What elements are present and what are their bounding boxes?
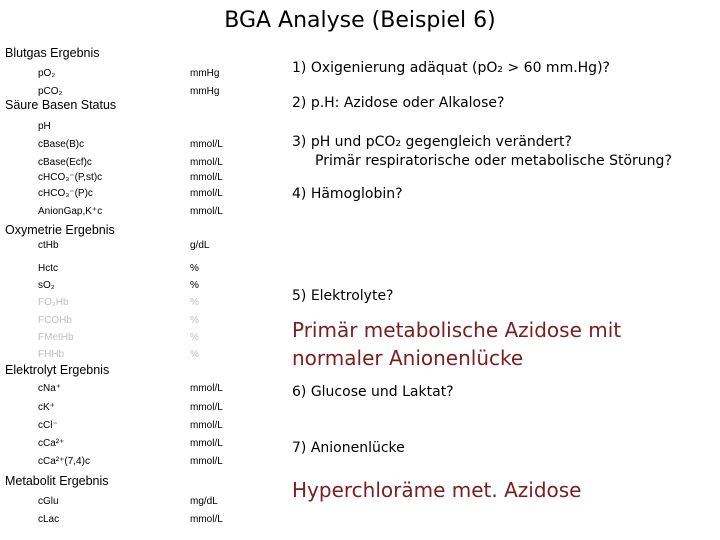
parameter-label: pCO₂ xyxy=(38,86,63,97)
question-2: 2) p.H: Azidose oder Alkalose? xyxy=(292,95,505,111)
question-4: 4) Hämoglobin? xyxy=(292,186,403,202)
parameter-unit: mmol/L xyxy=(190,206,223,217)
parameter-label: Hctc xyxy=(38,263,58,274)
section-heading: Blutgas Ergebnis xyxy=(5,46,100,60)
parameter-unit: mmol/L xyxy=(190,139,223,150)
question-1: 1) Oxigenierung adäquat (pO₂ > 60 mm.Hg)? xyxy=(292,60,610,76)
answer-hyperchloremic-acidosis: Hyperchloräme met. Azidose xyxy=(292,478,582,502)
parameter-unit: % xyxy=(190,280,199,291)
parameter-unit: mmHg xyxy=(190,86,220,97)
parameter-unit: mmol/L xyxy=(190,383,223,394)
parameter-unit: % xyxy=(190,349,199,360)
parameter-label: cBase(B)c xyxy=(38,139,85,150)
parameter-label: cCa²⁺(7,4)c xyxy=(38,456,90,467)
parameter-unit: % xyxy=(190,297,199,308)
slide-title: BGA Analyse (Beispiel 6) xyxy=(224,8,496,33)
parameter-unit: % xyxy=(190,315,199,326)
question-7: 7) Anionenlücke xyxy=(292,440,405,456)
parameter-label: AnionGap,K⁺c xyxy=(38,206,103,217)
question-3-line-1: 3) pH und pCO₂ gegengleich verändert? xyxy=(292,134,572,150)
question-6: 6) Glucose und Laktat? xyxy=(292,384,454,400)
parameter-label: cCl⁻ xyxy=(38,420,58,431)
parameter-unit: % xyxy=(190,332,199,343)
parameter-unit: mmol/L xyxy=(190,438,223,449)
parameter-unit: mmol/L xyxy=(190,514,223,525)
parameter-unit: mmol/L xyxy=(190,402,223,413)
parameter-label: FHHb xyxy=(38,349,65,360)
parameter-unit: % xyxy=(190,263,199,274)
parameter-label: sO₂ xyxy=(38,280,55,291)
parameter-label: pH xyxy=(38,121,51,132)
parameter-label: FMetHb xyxy=(38,332,74,343)
parameter-label: cNa⁺ xyxy=(38,383,62,394)
parameter-unit: g/dL xyxy=(190,240,210,251)
parameter-unit: mmol/L xyxy=(190,420,223,431)
question-3-line-2: Primär respiratorische oder metabolische Störung? xyxy=(315,153,672,169)
question-5: 5) Elektrolyte? xyxy=(292,288,394,304)
bga-results-panel xyxy=(0,0,290,540)
parameter-unit: mg/dL xyxy=(190,496,218,507)
section-heading: Säure Basen Status xyxy=(5,98,117,112)
parameter-unit: mmol/L xyxy=(190,456,223,467)
parameter-label: pO₂ xyxy=(38,68,56,79)
parameter-label: cK⁺ xyxy=(38,402,55,413)
section-heading: Metabolit Ergebnis xyxy=(5,474,109,488)
answer-primary-metabolic-acidosis: Primär metabolische Azidose mit normaler Anionenlücke xyxy=(292,318,622,370)
parameter-unit: mmol/L xyxy=(190,157,223,168)
parameter-label: cLac xyxy=(38,514,60,525)
parameter-label: cCa²⁺ xyxy=(38,438,65,449)
parameter-label: FCOHb xyxy=(38,315,72,326)
parameter-label: cHCO₃⁻(P)c xyxy=(38,188,93,199)
parameter-unit: mmHg xyxy=(190,68,220,79)
parameter-label: ctHb xyxy=(38,240,59,251)
parameter-unit: mmol/L xyxy=(190,172,223,183)
section-heading: Oxymetrie Ergebnis xyxy=(5,223,115,237)
parameter-unit: mmol/L xyxy=(190,188,223,199)
parameter-label: cHCO₃⁻(P,st)c xyxy=(38,172,103,183)
parameter-label: cGlu xyxy=(38,496,59,507)
section-heading: Elektrolyt Ergebnis xyxy=(5,363,110,377)
parameter-label: cBase(Ecf)c xyxy=(38,157,92,168)
parameter-label: FO₂Hb xyxy=(38,297,69,308)
